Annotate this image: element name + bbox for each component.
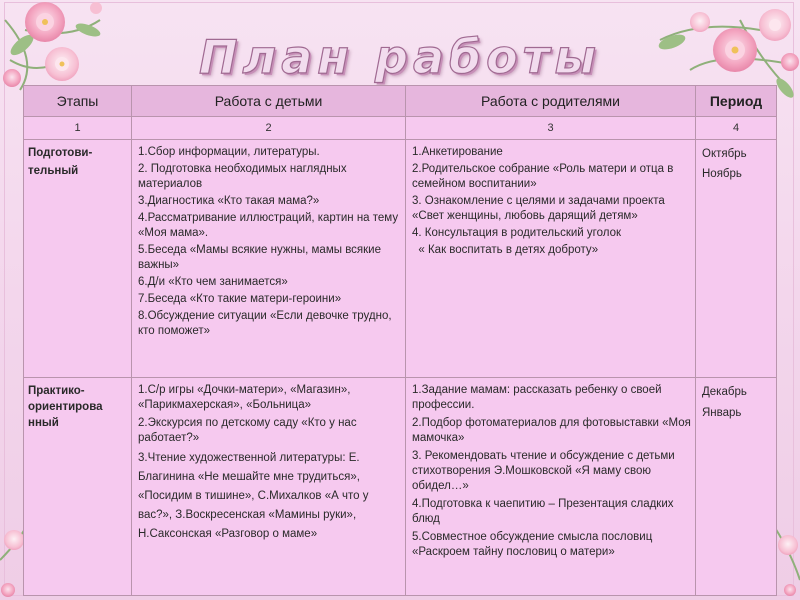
month-label: Январь [702,407,742,419]
plan-table [23,85,777,596]
list-item: 4. Консультация в родительский уголок [412,227,622,239]
list-item: 5.Совместное обсуждение смысла пословиц «Раскроем тайну пословиц о матери» [412,531,653,558]
slide-title: План работы [199,30,601,84]
table-row-preparatory [24,140,777,378]
list-item: 6.Д/и «Кто чем занимается» [138,276,288,288]
header-stages: Этапы [24,86,132,117]
stage-cell [24,378,132,596]
list-item: 3. Ознакомление с целями и задачами проекта «Свет женщины, любовь дарящий детям» [412,195,665,222]
stage-cell [24,140,132,378]
list-item: « Как воспитать в детях доброту» [412,244,599,256]
list-item: 2. Подготовка необходимых наглядных материалов [138,163,347,190]
list-item: 2.Родительское собрание «Роль матери и отца в семейном воспитании» [412,163,674,190]
column-number-row [24,117,777,140]
children-work-cell [132,378,406,596]
column-number: 1 [24,117,132,140]
header-work-with-parents: Работа с родителями [406,86,696,117]
month-label: Декабрь [702,386,747,398]
stage-label: ориентирова [28,401,103,413]
period-cell [696,378,777,596]
list-item: 4.Рассматривание иллюстраций, картин на тему «Моя мама». [138,212,399,239]
list-item: 8.Обсуждение ситуации «Если девочке трудно, кто поможет» [138,310,392,337]
list-item: 1.Сбор информации, литературы. [138,146,320,158]
list-item: 5.Беседа «Мамы всякие нужны, мамы всякие важны» [138,244,382,271]
table-header-row [24,86,777,117]
stage-label: Подготови- [28,147,93,159]
month-label: Октябрь [702,148,747,160]
parents-work-cell [406,140,696,378]
parents-work-cell [406,378,696,596]
list-item: 1.С/р игры «Дочки-матери», «Магазин», «Парикмахерская», «Больница» [138,384,351,411]
month-label: Ноябрь [702,168,742,180]
list-item: 4.Подготовка к чаепитию – Презентация сладких блюд [412,498,674,525]
column-number: 2 [132,117,406,140]
header-period: Период [696,86,777,117]
list-item: 1.Задание мамам: рассказать ребенку о своей профессии. [412,384,662,411]
list-item: 3.Чтение художественной литературы: Е. Благинина «Не мешайте мне трудиться», «Посидим в тишине», С.Михалков «А что у вас?», З.Воскресенская «Мамины руки», Н.Саксонская «Разговор о маме» [138,452,369,540]
period-cell [696,140,777,378]
list-item: 3.Диагностика «Кто такая мама?» [138,195,320,207]
stage-label: Практико- [28,385,85,397]
column-number: 4 [696,117,777,140]
header-work-with-children: Работа с детьми [132,86,406,117]
list-item: 2.Подбор фотоматериалов для фотовыставки «Моя мамочка» [412,417,691,444]
list-item: 7.Беседа «Кто такие матери-героини» [138,293,342,305]
list-item: 1.Анкетирование [412,146,503,158]
list-item: 3. Рекомендовать чтение и обсуждение с детьми стихотворения Э.Мошковской «Я маму свою обидел…» [412,450,675,492]
children-work-cell [132,140,406,378]
stage-label: нный [28,417,59,429]
list-item: 2.Экскурсия по детскому саду «Кто у нас работает?» [138,417,357,444]
stage-label: тельный [28,165,79,177]
table-row-practical [24,378,777,596]
column-number: 3 [406,117,696,140]
